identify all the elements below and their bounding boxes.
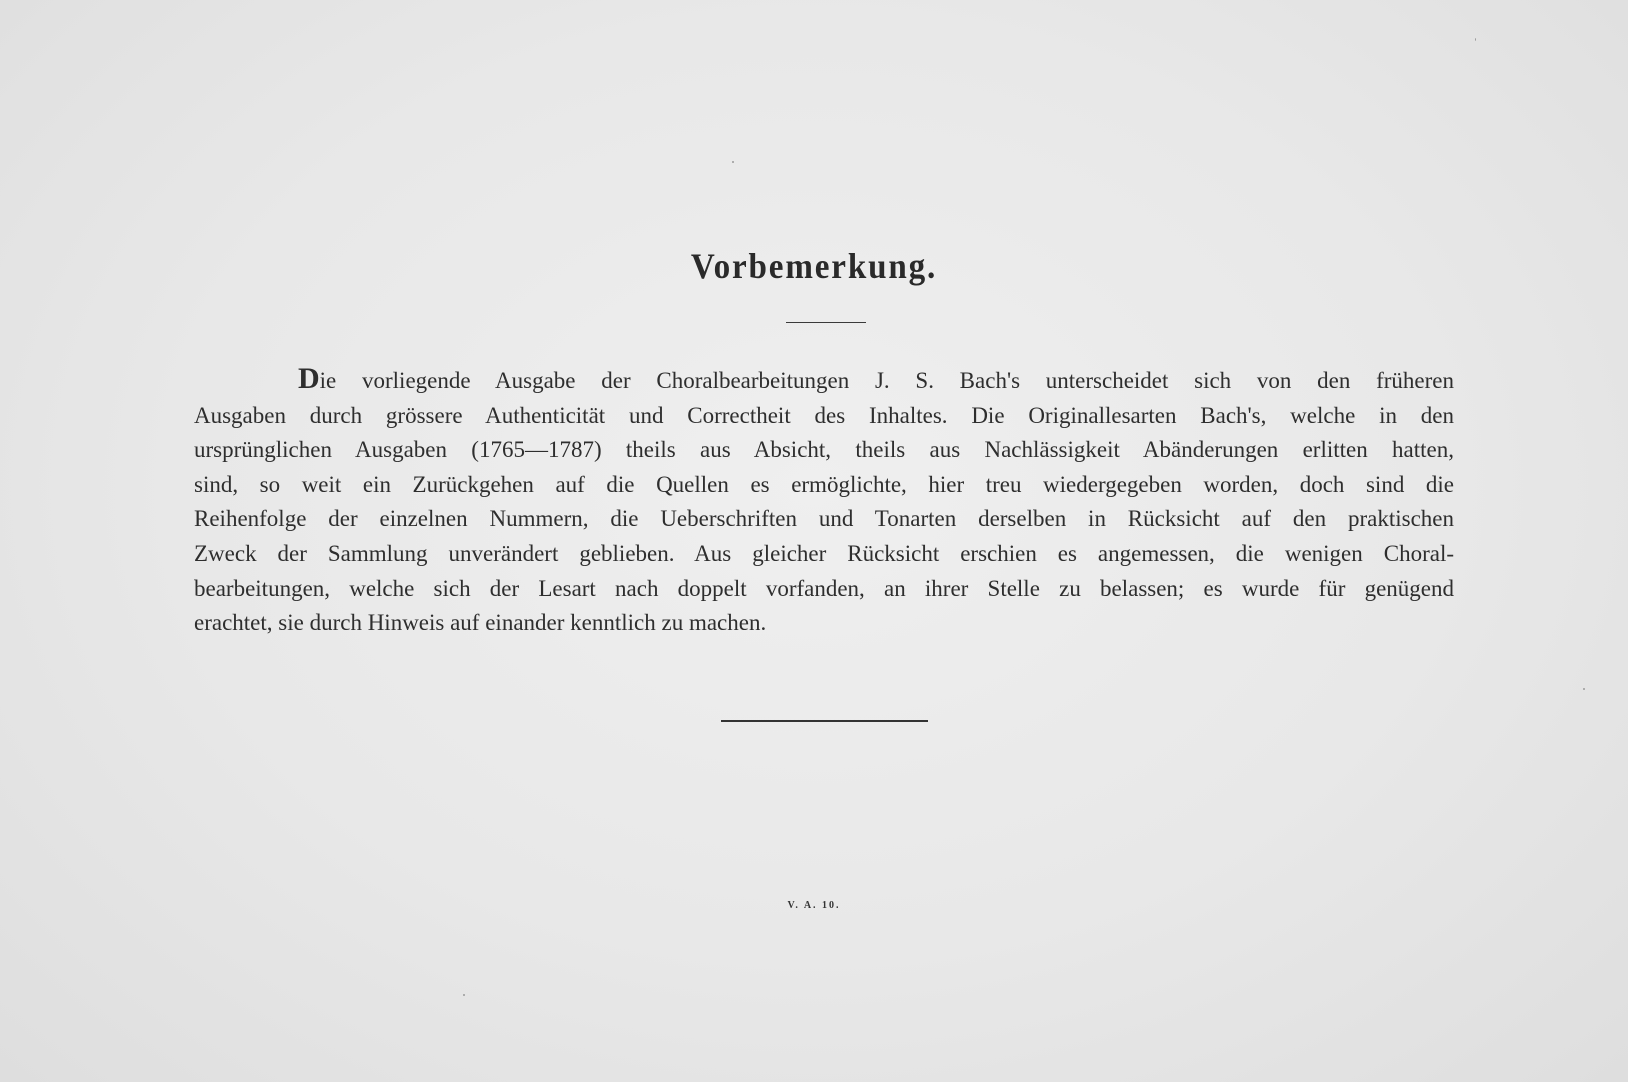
paper-speck <box>1475 38 1476 41</box>
paragraph-line-2: Ausgaben durch grössere Authenticität und Correctheit des Inhaltes. Die Originallesarten Bach's, welche in den <box>194 402 1454 428</box>
paper-speck <box>1583 688 1585 690</box>
paragraph-line-6: Zweck der Sammlung unverändert geblieben. Aus gleicher Rücksicht erschien es angemessen, die wenigen Choral- <box>194 540 1454 566</box>
paper-speck <box>732 161 734 163</box>
paragraph-line-1 <box>194 364 1454 399</box>
paper-speck <box>463 994 465 996</box>
paragraph-line-8: erachtet, sie durch Hinweis auf einander kenntlich zu machen. <box>194 610 767 636</box>
page-title: Vorbemerkung. <box>690 246 938 286</box>
drop-cap: D <box>298 362 320 395</box>
paragraph-line-4: sind, so weit ein Zurückgehen auf die Quellen es ermöglichte, hier treu wiedergegeben worden, doch sind die <box>194 471 1454 497</box>
paragraph-line-7: bearbeitungen, welche sich der Lesart nach doppelt vorfanden, an ihrer Stelle zu belassen; es wurde für genügend <box>194 575 1454 601</box>
paragraph-line-1-text: ie vorliegende Ausgabe der Choralbearbeitungen J. S. Bach's unterscheidet sich von den früheren <box>319 368 1454 393</box>
preface-paragraph <box>194 364 1454 641</box>
closing-divider <box>721 720 928 722</box>
paragraph-line-3: ursprünglichen Ausgaben (1765—1787) theils aus Absicht, theils aus Nachlässigkeit Abänderungen erlitten hatten, <box>194 437 1454 463</box>
paragraph-line-5: Reihenfolge der einzelnen Nummern, die Ueberschriften und Tonarten derselben in Rücksicht auf den praktischen <box>194 506 1454 532</box>
title-divider <box>786 322 866 323</box>
printer-signature: V. A. 10. <box>787 900 841 911</box>
